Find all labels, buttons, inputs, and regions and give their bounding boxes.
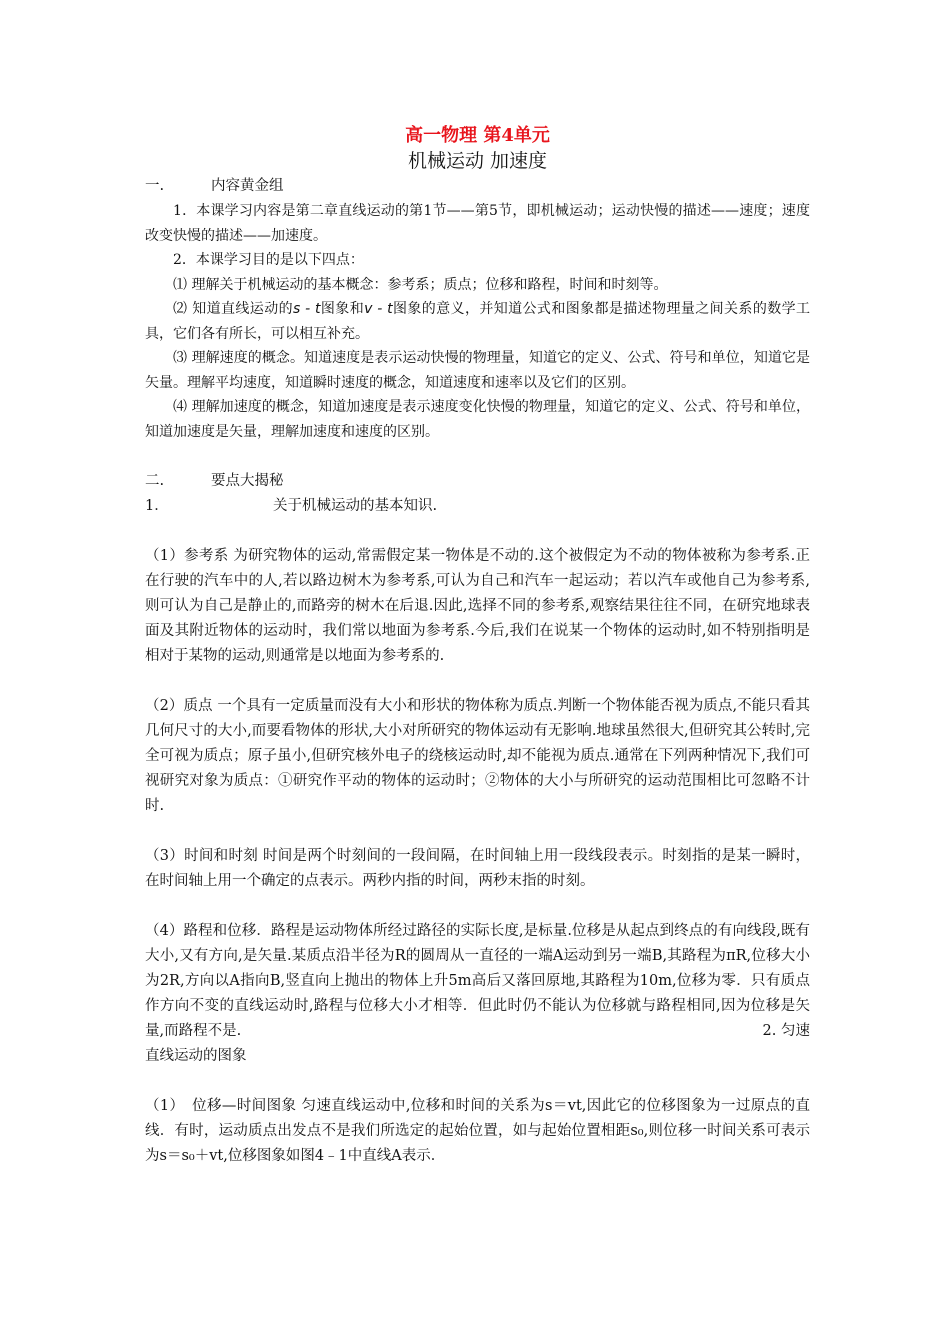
section-two-number: 二. xyxy=(145,473,165,489)
objective-text: 图象的意义，并知道公式和图象都是描述物理量之间关系的数学工具，它们各有所长，可以相互补充。 xyxy=(145,301,810,342)
document-title: 高一物理 第4单元 xyxy=(405,125,550,146)
objective-text: ⑵ 知道直线运动的 xyxy=(173,301,293,317)
vt-graph-symbol: v - t xyxy=(364,301,393,317)
section-one-paragraph: 1．本课学习内容是第二章直线运动的第1节——第5节，即机械运动；运动快慢的描述——速度；速度改变快慢的描述——加速度。 xyxy=(145,203,810,244)
objective-item xyxy=(145,297,810,346)
body-paragraph: （1）参考系 为研究物体的运动,常需假定某一物体是不动的.这个被假定为不动的物体被称为参考系.正在行驶的汽车中的人,若以路边树木为参考系,可认为自己和汽车一起运动；若以汽车或他自己为参考系,则可认为自己是静止的,而路旁的树木在后退.因此,选择不同的参考系,观察结果往往不同，在研究地球表面及其附近物体的运动时，我们常以地面为参考系.今后,我们在说某一个物体的运动时,如不特别指明是相对于某物的运动,则通常是以地面为参考系的. xyxy=(145,548,810,664)
subsection-heading xyxy=(145,494,810,519)
body-paragraph xyxy=(145,919,810,1044)
objective-item: ⑷ 理解加速度的概念，知道加速度是表示速度变化快慢的物理量，知道它的定义、公式、符号和单位，知道加速度是矢量，理解加速度和速度的区别。 xyxy=(145,399,810,440)
objective-item: ⑶ 理解速度的概念。知道速度是表示运动快慢的物理量，知道它的定义、公式、符号和单位，知道它是矢量。理解平均速度，知道瞬时速度的概念，知道速度和速率以及它们的区别。 xyxy=(145,350,810,391)
objective-item: ⑴ 理解关于机械运动的基本概念：参考系；质点；位移和路程，时间和时刻等。 xyxy=(173,276,668,293)
section-one-number: 一. xyxy=(145,178,165,194)
body-paragraph: （3）时间和时刻 时间是两个时刻间的一段间隔，在时间轴上用一段线段表示。时刻指的是某一瞬时，在时间轴上用一个确定的点表示。两秒内指的时间，两秒末指的时刻。 xyxy=(145,848,810,889)
document-page xyxy=(145,118,810,1169)
st-graph-symbol: s - t xyxy=(292,301,321,317)
body-paragraph: （1） 位移—时间图象 匀速直线运动中,位移和时间的关系为s＝vt,因此它的位移图象为一过原点的直线．有时，运动质点出发点不是我们所选定的起始位置，如与起始位置相距s₀,则位移一时间关系可表示为s＝s₀＋vt,位移图象如图4﹣1中直线A表示． xyxy=(145,1098,810,1164)
body-text: （4）路程和位移．路程是运动物体所经过路径的实际长度,是标量.位移是从起点到终点的有向线段,既有大小,又有方向,是矢量.某质点沿半径为R的圆周从一直径的一端A运动到另一端B,其路程为πR,位移大小为2R,方向以A指向B,竖直向上抛出的物体上升5m高后又落回原地,其路程为10m,位移为零．只有质点作方向不变的直线运动时,路程与位移大小才相等．但此时仍不能认为位移就与路程相同,因为位移是矢量,而路程不是. xyxy=(145,923,810,1039)
section-one-heading xyxy=(145,174,810,199)
document-subtitle: 机械运动 加速度 xyxy=(407,150,548,172)
subsection-title: 关于机械运动的基本知识. xyxy=(273,498,438,514)
subsection-number: 1． xyxy=(145,498,169,514)
objective-text: 图象和 xyxy=(320,301,365,317)
body-paragraph: （2）质点 一个具有一定质量而没有大小和形状的物体称为质点.判断一个物体能否视为质点,不能只看其几何尺寸的大小,而要看物体的形状,大小对所研究的物体运动有无影响.地球虽然很大,但研究其公转时,完全可视为质点；原子虽小,但研究核外电子的绕核运动时,却不能视为质点.通常在下列两种情况下,我们可视研究对象为质点：①研究作平动的物体的运动时；②物体的大小与所研究的运动范围相比可忽略不计时. xyxy=(145,698,810,814)
section-two-heading xyxy=(145,469,810,494)
section-two-title: 要点大揭秘 xyxy=(211,473,284,489)
subsection-two-title: 直线运动的图象 xyxy=(145,1048,247,1064)
subsection-two-number: 2. 匀速 xyxy=(762,1023,810,1039)
section-one-title: 内容黄金组 xyxy=(211,178,284,194)
section-one-paragraph: 2．本课学习目的是以下四点： xyxy=(173,252,364,268)
